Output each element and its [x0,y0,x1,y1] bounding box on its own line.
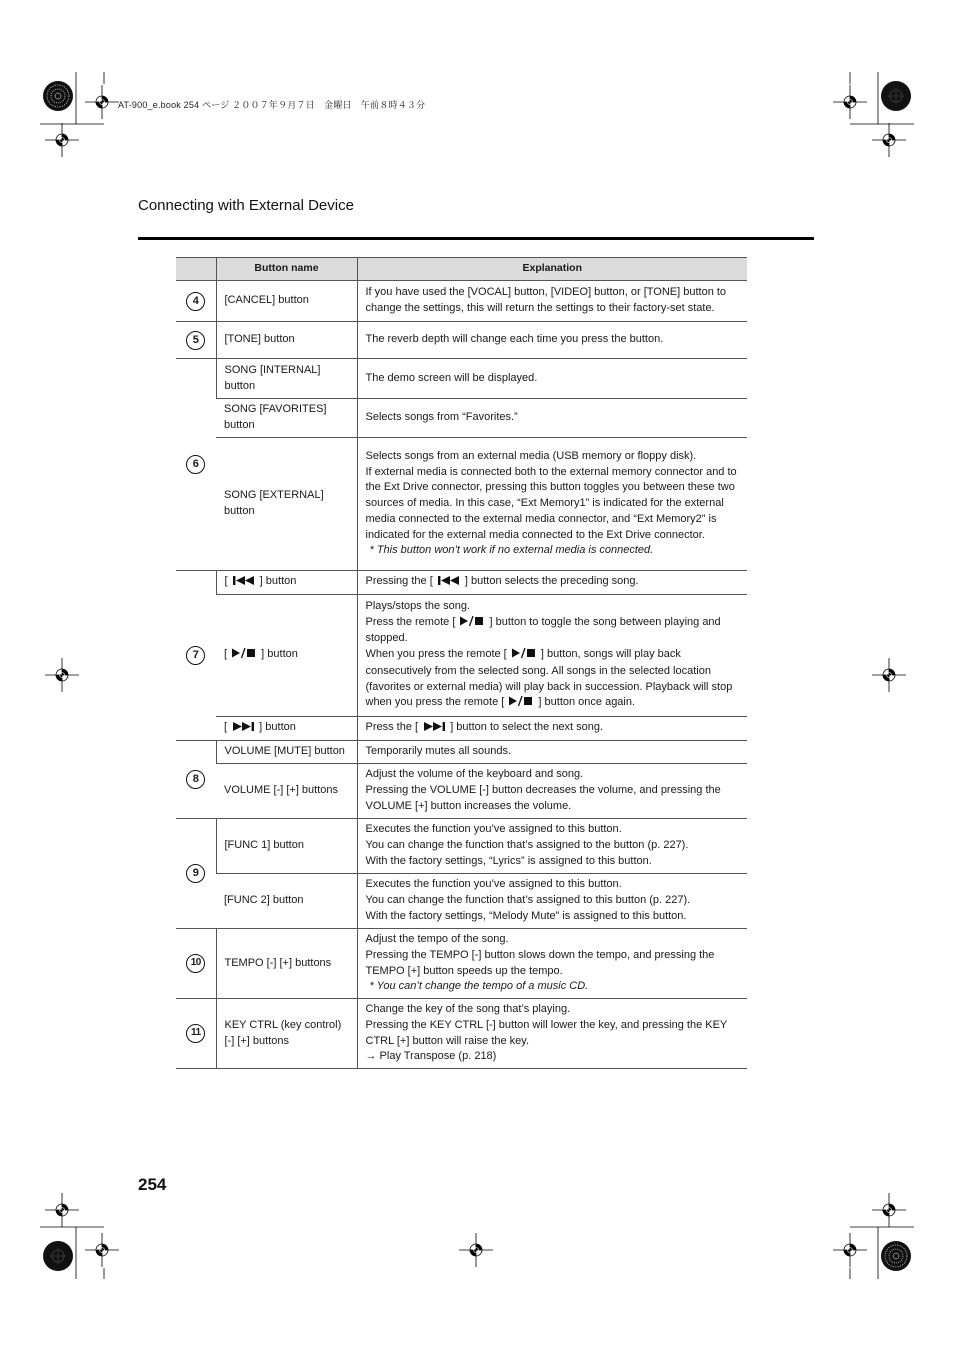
section-rule [138,237,814,240]
play-stop-icon [512,648,536,664]
row-number-badge: 8 [186,770,205,789]
header-num [176,258,216,281]
table-row [176,717,747,741]
note: * You can’t change the tempo of a music CD. [369,980,589,993]
explanation-cell: Temporarily mutes all sounds. [357,741,747,764]
note: * This button won’t work if no external media is connected. [369,544,654,557]
button-name-cell: [ ] button [216,595,357,717]
skip-back-icon [233,575,255,591]
button-name-cell: [FUNC 1] button [216,819,357,874]
table-row [176,874,747,929]
table-row [176,322,747,359]
header-explanation: Explanation [357,258,747,281]
button-name-cell: [ ] button [216,717,357,741]
row-number-badge: 7 [186,646,205,665]
button-name-cell: [ ] button [216,571,357,595]
table-row [176,281,747,322]
explanation-cell: The reverb depth will change each time you press the button. [357,322,747,359]
button-name-cell: [TONE] button [216,322,357,359]
play-stop-icon [460,616,484,632]
section-title: Connecting with External Device [138,197,354,214]
table-row [176,438,747,571]
table-row [176,399,747,438]
table-row [176,741,747,764]
row-number-badge: 11 [186,1024,205,1043]
row-number-badge: 4 [186,292,205,311]
skip-forward-icon [232,721,254,737]
button-name-cell: SONG [FAVORITES] button [216,399,357,438]
explanation-cell: If you have used the [VOCAL] button, [VIDEO] button, or [TONE] button to change the settings, this will return the settings to their factory-set state. [357,281,747,322]
table-row [176,359,747,399]
button-name-cell: [FUNC 2] button [216,874,357,929]
table-row [176,571,747,595]
button-table [176,257,747,1069]
skip-back-icon [438,575,460,591]
explanation-cell: Adjust the volume of the keyboard and song. Pressing the VOLUME [-] button decreases the volume, and pressing the VOLUME [+] button increases the volume. [357,764,747,819]
explanation-cell: Executes the function you’ve assigned to this button. You can change the function that’s assigned to this button (p. 227). With the factory settings, “Melody Mute” is assigned to this button. [357,874,747,929]
table-row [176,999,747,1069]
button-name-cell: VOLUME [MUTE] button [216,741,357,764]
page-number: 254 [138,1175,167,1194]
explanation-cell: The demo screen will be displayed. [357,359,747,399]
table-row [176,819,747,874]
explanation-cell: Executes the function you’ve assigned to this button. You can change the function that’s assigned to the button (p. 227). With the factory settings, “Lyrics” is assigned to this button. [357,819,747,874]
skip-forward-icon [423,721,445,737]
table-header-row [176,258,747,281]
explanation-cell: Press the [ ] button to select the next song. [357,717,747,741]
row-number-badge: 10 [186,954,205,973]
table-row [176,764,747,819]
header-button-name: Button name [216,258,357,281]
button-name-cell: VOLUME [-] [+] buttons [216,764,357,819]
play-stop-icon [232,648,256,664]
button-name-cell: SONG [EXTERNAL] button [216,438,357,571]
button-name-cell: [CANCEL] button [216,281,357,322]
explanation-cell: Selects songs from “Favorites.” [357,399,747,438]
button-name-cell: KEY CTRL (key control) [-] [+] buttons [216,999,357,1069]
table-row [176,595,747,717]
row-number-badge: 5 [186,331,205,350]
button-name-cell: TEMPO [-] [+] buttons [216,929,357,999]
explanation-cell: Pressing the [ ] button selects the preceding song. [357,571,747,595]
button-name-cell: SONG [INTERNAL] button [216,359,357,399]
row-number-badge: 9 [186,864,205,883]
explanation-cell: Selects songs from an external media (USB memory or floppy disk). If external media is connected both to the external memory connector and to the Ext Drive connector, pressing this button toggles you between these two sources of media. In this case, “Ext Memory1” is indicated for the external media connected to the external media connector, and “Ext Memory2” is indicated for the external media connected to the Ext Drive connector. * This button won’t work if no external media is connected. [357,438,747,571]
explanation-cell: Plays/stops the song. Press the remote [ ] button to toggle the song between playing and stopped. When you press the remote [ ] button, songs will play back consecutively from the selected song. All songs in the selected location (favorites or external media) will play back in succession. Playback will stop when you press the remote [ ] button once again. [357,595,747,717]
explanation-cell: Adjust the tempo of the song. Pressing the TEMPO [-] button slows down the tempo, and pressing the TEMPO [+] button speeds up the tempo. * You can’t change the tempo of a music CD. [357,929,747,999]
play-stop-icon [509,696,533,712]
row-number-badge: 6 [186,455,205,474]
print-slug: AT-900_e.book 254 ページ ２００７年９月７日 金曜日 午前８時４３分 [118,100,426,110]
table-row [176,929,747,999]
explanation-cell: Change the key of the song that’s playing. Pressing the KEY CTRL [-] button will lower the key, and pressing the KEY CTRL [+] button will raise the key. → Play Transpose (p. 218) [357,999,747,1069]
